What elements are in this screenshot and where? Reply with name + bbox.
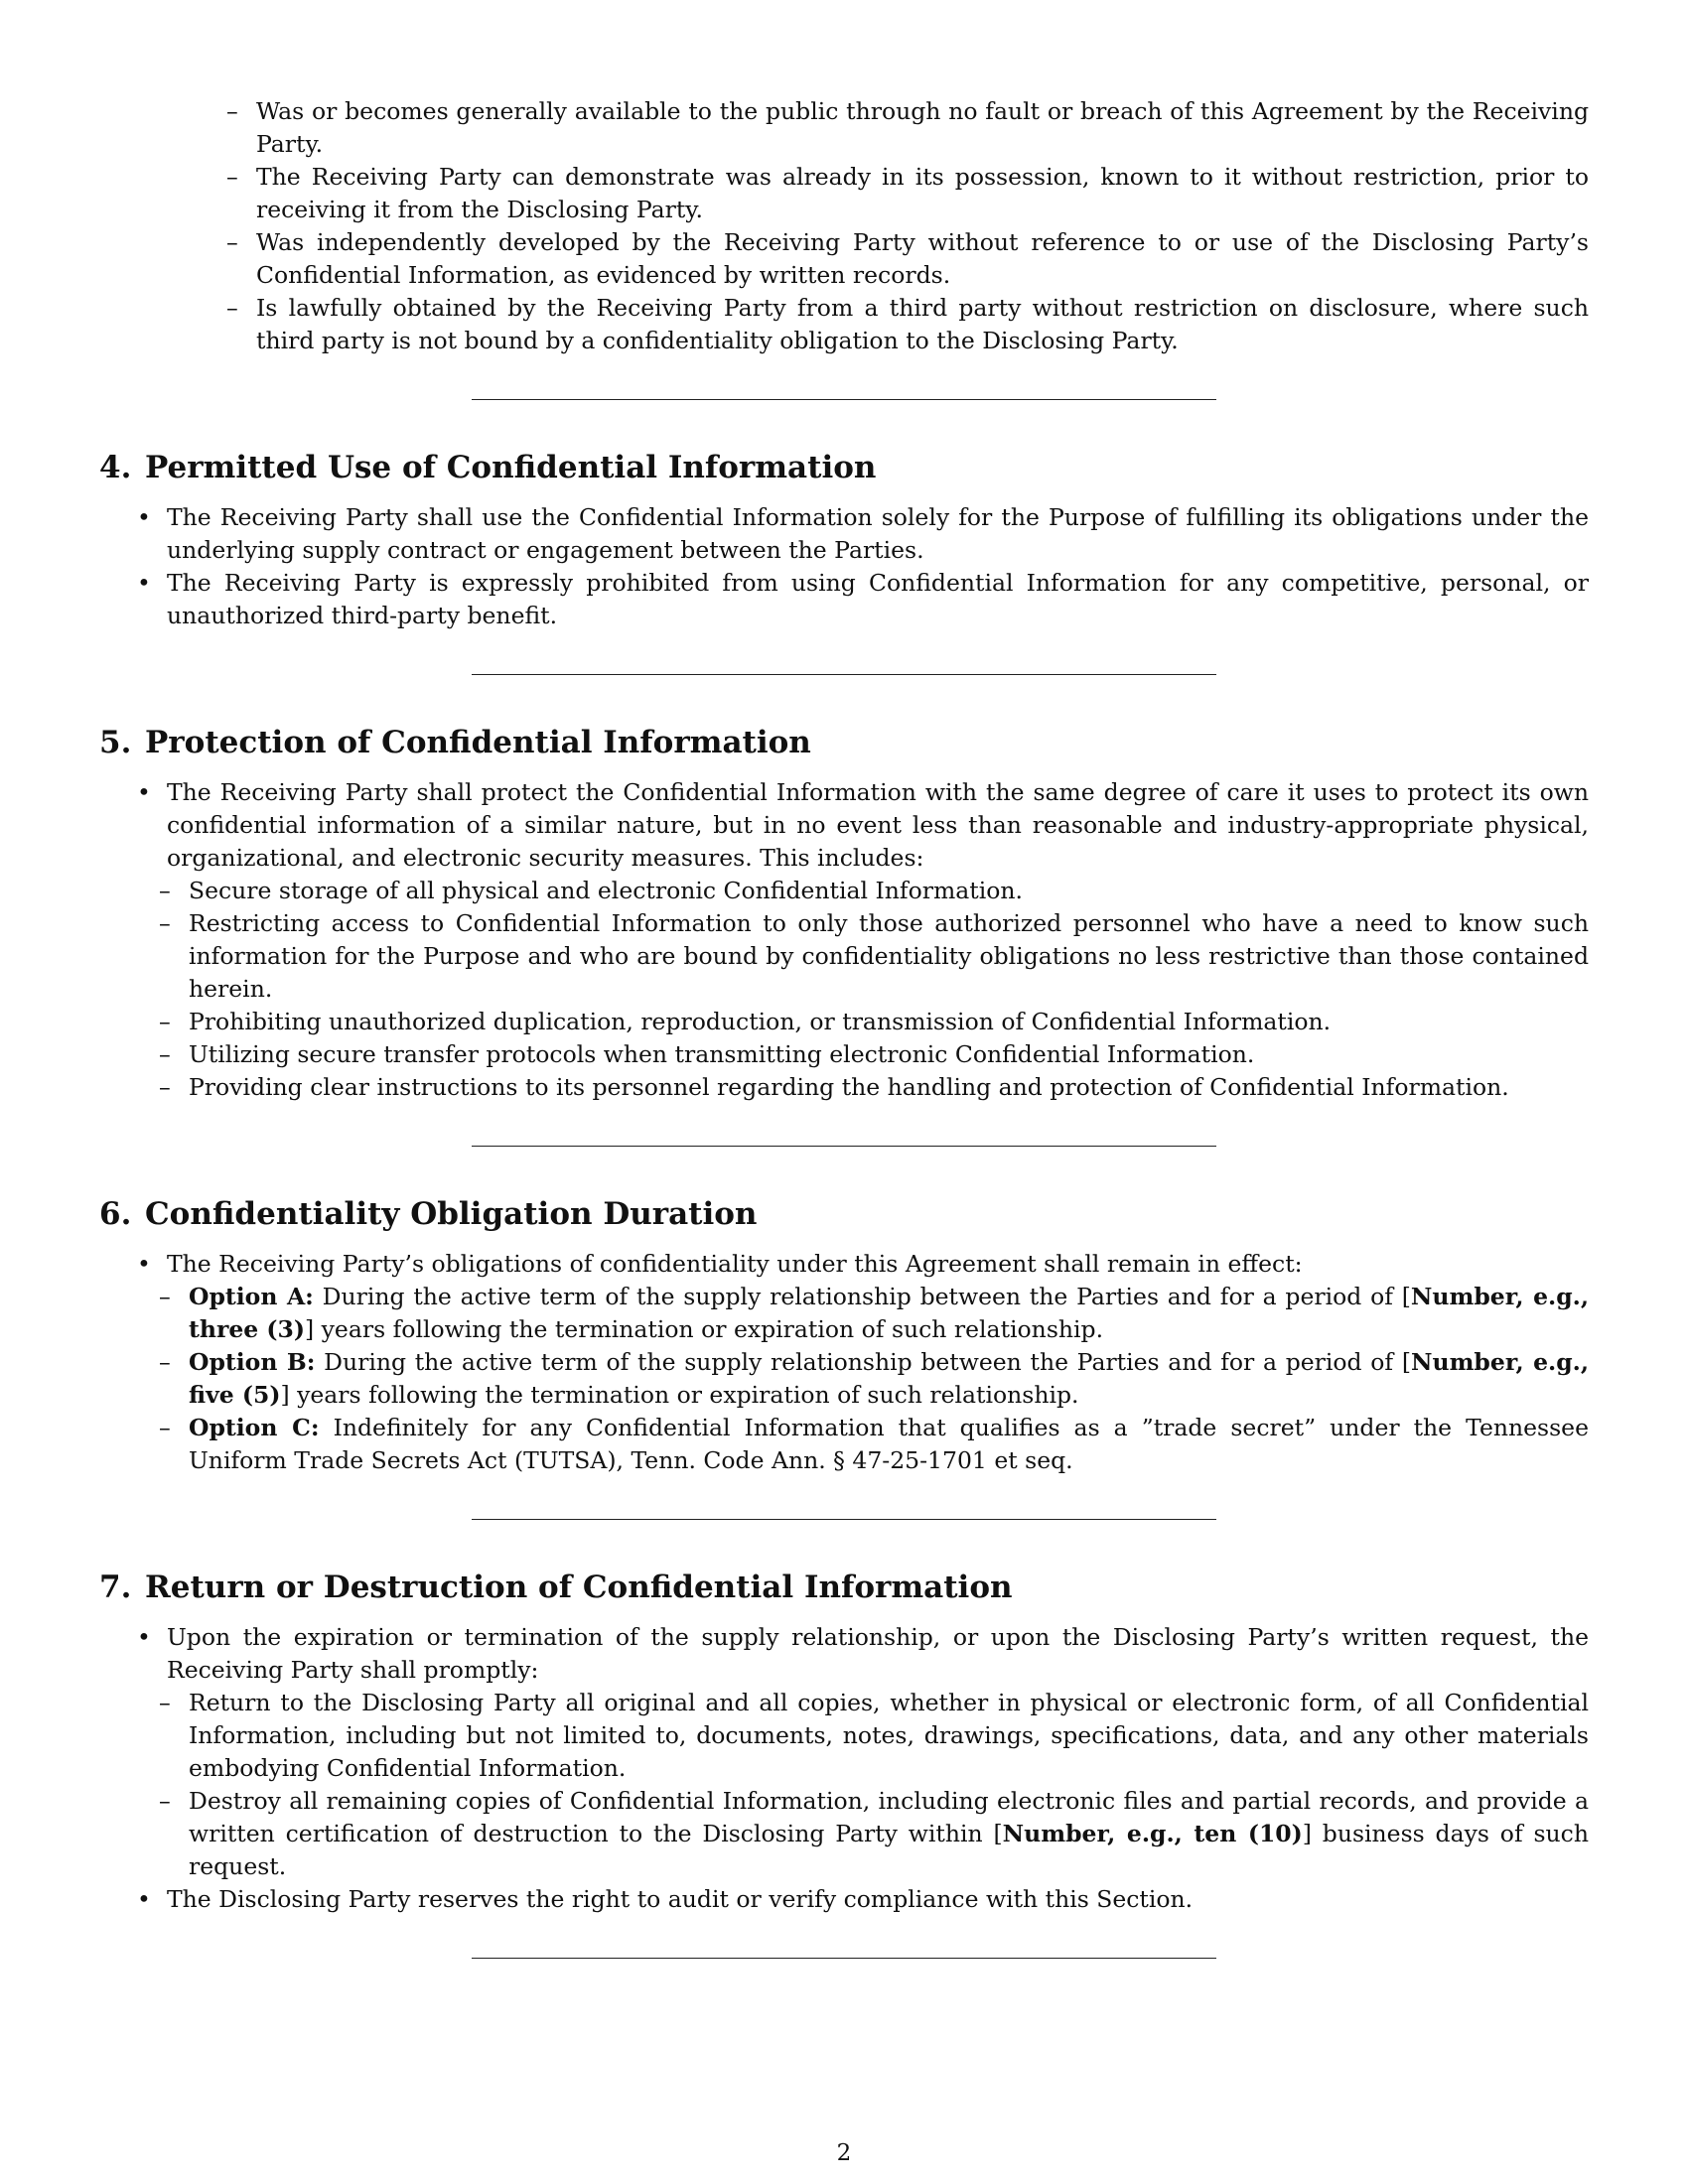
section-divider	[472, 1958, 1216, 1959]
dash-marker: –	[159, 909, 171, 937]
list-item: – Utilizing secure transfer protocols when transmitting electronic Confidential Information.	[159, 1038, 1589, 1071]
section-heading: 6. Confidentiality Obligation Duration	[99, 1196, 758, 1232]
bullet-marker: •	[137, 1623, 151, 1651]
section-heading: 5. Protection of Confidential Information	[99, 725, 811, 760]
dash-marker: –	[159, 1348, 171, 1376]
bullet-list	[99, 501, 1589, 632]
document-page	[99, 95, 1589, 1959]
option-c: – Option C: Indefinitely for any Confidential Information that qualifies as a ”trade secret” under the Tennessee Uniform Trade Secrets Act (TUTSA), Tenn. Code Ann. § 47-25-1701 et seq.	[159, 1414, 1589, 1474]
dash-marker: –	[226, 228, 238, 256]
list-item: • The Disclosing Party reserves the right to audit or verify compliance with this Section.	[99, 1883, 1589, 1916]
list-item: – Was or becomes generally available to the public through no fault or breach of this Agreement by the Receiving Party.	[226, 97, 1589, 158]
list-item: – Secure storage of all physical and electronic Confidential Information.	[159, 875, 1589, 907]
sub-list	[159, 1687, 1589, 1883]
option-b: – Option B: During the active term of the supply relationship between the Parties and for a period of [Number, e.g., five (5)] years following the termination or expiration of such relationship.	[159, 1348, 1590, 1409]
bullet-marker: •	[137, 1250, 151, 1278]
list-item: – Restricting access to Confidential Information to only those authorized personnel who have a need to know such information for the Purpose and who are bound by confidentiality obligations no less restrictive than those contained herein.	[159, 909, 1589, 1003]
sub-list	[159, 1281, 1589, 1477]
bullet-list	[99, 1248, 1589, 1281]
list-item: • The Receiving Party is expressly prohibited from using Confidential Information for any competitive, personal, or unauthorized third-party benefit.	[137, 569, 1589, 629]
list-item: • The Receiving Party shall protect the Confidential Information with the same degree of care it uses to protect its own confidential information of a similar nature, but in no event less than reasonable and industry-appropriate physical, organizational, and electronic security measures. This includes:	[137, 778, 1589, 872]
dash-marker: –	[226, 294, 238, 322]
section-divider	[472, 674, 1216, 675]
list-item: • The Receiving Party shall use the Confidential Information solely for the Purpose of fulfilling its obligations under the underlying supply contract or engagement between the Parties.	[137, 503, 1589, 564]
list-item: – Is lawfully obtained by the Receiving Party from a third party without restriction on disclosure, where such third party is not bound by a confidentiality obligation to the Disclosing Party.	[226, 294, 1589, 354]
section-heading: 4. Permitted Use of Confidential Information	[99, 450, 877, 485]
section-7	[99, 1568, 1589, 1916]
dash-marker: –	[159, 1689, 171, 1716]
page-number: 2	[836, 2140, 852, 2166]
option-a: – Option A: During the active term of the supply relationship between the Parties and for a period of [Number, e.g., three (3)] years following the termination or expiration of such relationship.	[159, 1283, 1589, 1343]
bullet-marker: •	[137, 1885, 151, 1913]
bullet-list	[99, 776, 1589, 875]
list-item: – Destroy all remaining copies of Confidential Information, including electronic files and partial records, and provide a written certification of destruction to the Disclosing Party within [Number, e.g., ten (10)] business days of such request.	[159, 1787, 1589, 1880]
exclusions-list	[226, 95, 1589, 357]
dash-marker: –	[159, 1414, 171, 1441]
section-6	[99, 1194, 1589, 1477]
dash-marker: –	[226, 163, 238, 191]
list-item: – Providing clear instructions to its personnel regarding the handling and protection of Confidential Information.	[159, 1071, 1589, 1104]
section-divider	[472, 1519, 1216, 1520]
bullet-list	[99, 1883, 1589, 1916]
list-item: – Return to the Disclosing Party all original and all copies, whether in physical or electronic form, of all Confidential Information, including but not limited to, documents, notes, drawings, specifications, data, and any other materials embodying Confidential Information.	[159, 1689, 1589, 1782]
list-item: – Prohibiting unauthorized duplication, reproduction, or transmission of Confidential Information.	[159, 1006, 1589, 1038]
section-heading: 7. Return or Destruction of Confidential Information	[99, 1570, 1013, 1605]
bullet-list	[99, 1621, 1589, 1687]
dash-marker: –	[159, 1008, 171, 1035]
bullet-marker: •	[137, 503, 151, 531]
dash-marker: –	[159, 877, 171, 904]
section-divider	[472, 1146, 1216, 1147]
list-item: – The Receiving Party can demonstrate was already in its possession, known to it without restriction, prior to receiving it from the Disclosing Party.	[226, 163, 1589, 223]
list-item: • The Receiving Party’s obligations of confidentiality under this Agreement shall remain in effect:	[99, 1248, 1589, 1281]
dash-marker: –	[159, 1283, 171, 1310]
section-divider	[472, 399, 1216, 400]
sub-list	[159, 875, 1589, 1104]
section-5	[99, 723, 1589, 1104]
dash-marker: –	[226, 97, 238, 125]
dash-marker: –	[159, 1073, 171, 1101]
list-item: • Upon the expiration or termination of the supply relationship, or upon the Disclosing Party’s written request, the Receiving Party shall promptly:	[137, 1623, 1589, 1684]
list-item: – Was independently developed by the Receiving Party without reference to or use of the Disclosing Party’s Confidential Information, as evidenced by written records.	[226, 228, 1589, 289]
dash-marker: –	[159, 1787, 171, 1815]
dash-marker: –	[159, 1040, 171, 1068]
section-4	[99, 448, 1589, 632]
bullet-marker: •	[137, 778, 151, 806]
bullet-marker: •	[137, 569, 151, 597]
